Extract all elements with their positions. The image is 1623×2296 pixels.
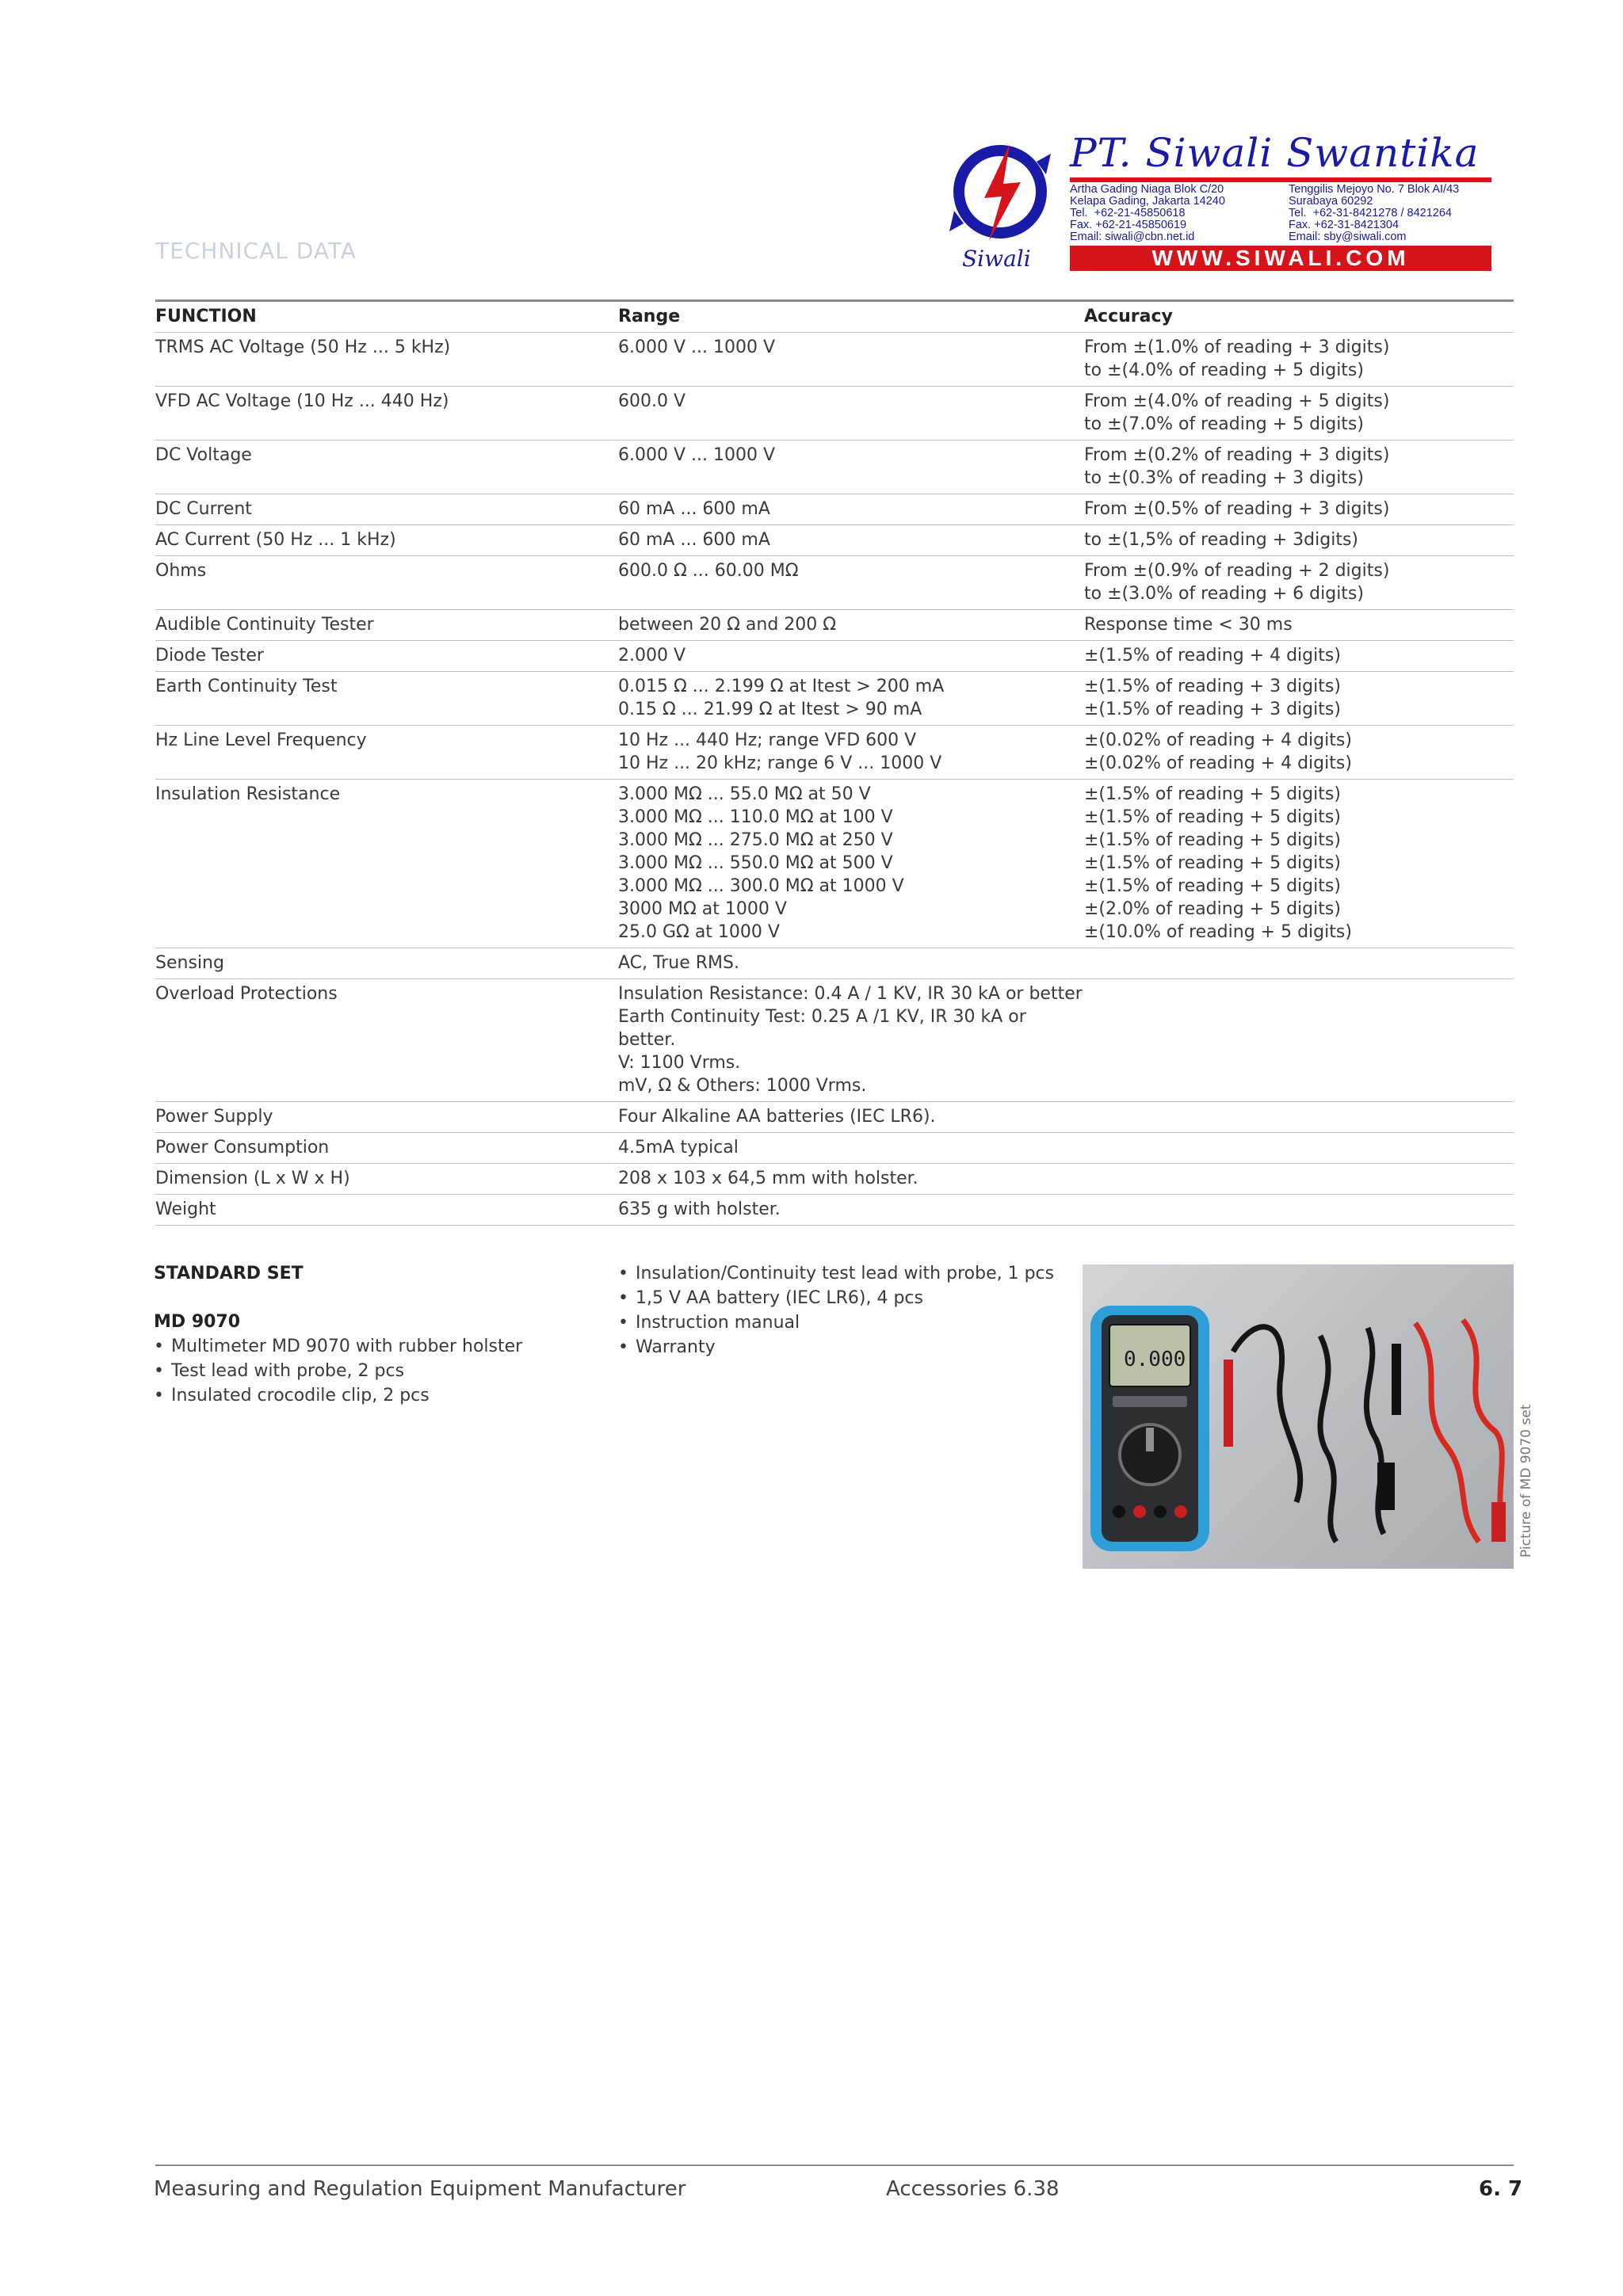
footer-tagline: Measuring and Regulation Equipment Manufacturer: [154, 2177, 686, 2201]
header-function: FUNCTION: [155, 307, 257, 326]
product-photo: [1083, 1264, 1514, 1569]
technical-data-table: [155, 299, 1514, 1226]
cell-range: 208 x 103 x 64,5 mm with holster.: [618, 1169, 918, 1188]
cell-range: Four Alkaline AA batteries (IEC LR6).: [618, 1107, 936, 1127]
section-title: TECHNICAL DATA: [155, 238, 357, 264]
table-row: [155, 948, 1514, 979]
cell-function: Power Consumption: [155, 1138, 330, 1158]
cell-accuracy: ±(1.5% of reading + 5 digits) ±(1.5% of reading + 5 digits) ±(1.5% of reading + 5 digits) ±(1.5% of reading + 5 digits) ±(1.5% of reading + 5 digits) ±(2.0% of reading + 5 digits) ±(10.0% of reading + 5 digits): [1084, 784, 1352, 942]
cell-range: 6.000 V ... 1000 V: [618, 338, 776, 357]
cell-accuracy: From ±(4.0% of reading + 5 digits) to ±(7.0% of reading + 5 digits): [1084, 391, 1390, 434]
table-header-row: [155, 302, 1514, 333]
header-range: Range: [618, 307, 681, 326]
list-item: • Insulated crocodile clip, 2 pcs: [154, 1383, 598, 1408]
display-reading: 0.000: [1124, 1348, 1186, 1371]
black-test-lead: [1233, 1327, 1300, 1502]
cell-range: 0.015 Ω ... 2.199 Ω at Itest > 200 mA 0.15 Ω ... 21.99 Ω at Itest > 90 mA: [618, 677, 945, 719]
table-row: [155, 494, 1514, 525]
footer-section-ref: Accessories 6.38: [886, 2177, 1060, 2201]
list-item: • Insulation/Continuity test lead with probe, 1 pcs: [618, 1261, 1062, 1286]
table-row: [155, 387, 1514, 441]
table-row: [155, 1102, 1514, 1133]
standard-set-left: [154, 1261, 598, 1408]
table-row: [155, 780, 1514, 948]
cell-function: Ohms: [155, 561, 207, 581]
table-row: [155, 610, 1514, 641]
lightning-emblem-icon: [943, 130, 1062, 274]
cell-function: Insulation Resistance: [155, 784, 341, 804]
cell-range: 60 mA ... 600 mA: [618, 499, 770, 519]
multimeter-set-illustration: [1083, 1264, 1514, 1569]
page-number: 6. 7: [1479, 2177, 1523, 2201]
cell-range: 4.5mA typical: [618, 1138, 739, 1158]
logo-emblem: [943, 130, 1062, 274]
cell-range: 2.000 V: [618, 646, 686, 666]
table-row: [155, 672, 1514, 726]
table-row: [155, 979, 1514, 1102]
company-logo: [943, 130, 1491, 274]
red-test-lead: [1415, 1323, 1479, 1542]
black-probe-icon: [1392, 1344, 1401, 1415]
cell-function: Dimension (L x W x H): [155, 1169, 350, 1188]
address-surabaya: Tenggilis Mejoyo No. 7 Blok AI/43 Surabaya 60292 Tel. +62-31-8421278 / 8421264 Fax. +62-31-8421304 Email: sby@siwali.com: [1289, 183, 1460, 243]
cell-function: Overload Protections: [155, 984, 338, 1004]
cell-range: 635 g with holster.: [618, 1199, 781, 1219]
red-probe-icon: [1224, 1360, 1233, 1447]
cell-range: 10 Hz ... 440 Hz; range VFD 600 V 10 Hz ... 20 kHz; range 6 V ... 1000 V: [618, 730, 942, 773]
table-row: [155, 1195, 1514, 1226]
cell-range: 600.0 V: [618, 391, 686, 411]
cell-function: Earth Continuity Test: [155, 677, 338, 696]
address-jakarta: Artha Gading Niaga Blok C/20 Kelapa Gading, Jakarta 14240 Tel. +62-21-45850618 Fax. +62-21-45850619 Email: siwali@cbn.net.id: [1070, 183, 1225, 243]
cell-accuracy: From ±(1.0% of reading + 3 digits) to ±(4.0% of reading + 5 digits): [1084, 338, 1390, 380]
photo-caption: Picture of MD 9070 set: [1518, 1404, 1534, 1558]
model-name: MD 9070: [154, 1312, 241, 1332]
list-item: • Instruction manual: [618, 1310, 1062, 1335]
cell-accuracy: ±(0.02% of reading + 4 digits) ±(0.02% of reading + 4 digits): [1084, 730, 1352, 773]
table-row: [155, 556, 1514, 610]
cell-range: 3.000 MΩ ... 55.0 MΩ at 50 V 3.000 MΩ ... 110.0 MΩ at 100 V 3.000 MΩ ... 275.0 MΩ at 250 V 3.000 MΩ ... 550.0 MΩ at 500 V 3.000 MΩ ... 300.0 MΩ at 1000 V 3000 MΩ at 1000 V 25.0 GΩ at 1000 V: [618, 784, 904, 942]
cell-function: DC Voltage: [155, 445, 252, 465]
table-body: [155, 333, 1514, 1226]
table-row: [155, 1133, 1514, 1164]
table-row: [155, 1164, 1514, 1195]
standard-set-list-right: [618, 1261, 1062, 1360]
cell-accuracy: From ±(0.9% of reading + 2 digits) to ±(3.0% of reading + 6 digits): [1084, 561, 1390, 604]
cell-function: Sensing: [155, 953, 224, 973]
cell-accuracy: to ±(1,5% of reading + 3digits): [1084, 530, 1358, 550]
emblem-label: Siwali: [962, 246, 1031, 272]
cell-accuracy: ±(1.5% of reading + 4 digits): [1084, 646, 1341, 666]
list-item: • Multimeter MD 9070 with rubber holster: [154, 1334, 598, 1359]
cell-range: AC, True RMS.: [618, 953, 739, 973]
cell-accuracy: From ±(0.5% of reading + 3 digits): [1084, 499, 1390, 519]
table-row: [155, 641, 1514, 672]
cell-function: DC Current: [155, 499, 252, 519]
cell-function: Hz Line Level Frequency: [155, 730, 367, 750]
logo-divider: [1070, 177, 1491, 182]
cell-accuracy: Response time < 30 ms: [1084, 615, 1293, 635]
company-name: PT. Siwali Swantika: [1070, 130, 1480, 176]
table-row: [155, 441, 1514, 494]
list-item: • Test lead with probe, 2 pcs: [154, 1359, 598, 1383]
footer-divider: [155, 2164, 1514, 2166]
website-banner[interactable]: WWW.SIWALI.COM: [1070, 246, 1491, 271]
table-row: [155, 525, 1514, 556]
cell-range: Insulation Resistance: 0.4 A / 1 KV, IR 30 kA or better Earth Continuity Test: 0.25 A /1 KV, IR 30 kA or better. V: 1100 Vrms. mV, Ω & Others: 1000 Vrms.: [618, 984, 1083, 1096]
cell-function: Power Supply: [155, 1107, 273, 1127]
cell-function: Weight: [155, 1199, 216, 1219]
cell-range: between 20 Ω and 200 Ω: [618, 615, 837, 635]
red-crocodile-clip-icon: [1491, 1502, 1506, 1542]
cell-function: Diode Tester: [155, 646, 264, 666]
cell-accuracy: ±(1.5% of reading + 3 digits) ±(1.5% of reading + 3 digits): [1084, 677, 1341, 719]
cell-range: 6.000 V ... 1000 V: [618, 445, 776, 465]
cell-function: VFD AC Voltage (10 Hz ... 440 Hz): [155, 391, 449, 411]
cell-accuracy: From ±(0.2% of reading + 3 digits) to ±(0.3% of reading + 3 digits): [1084, 445, 1390, 488]
cell-function: TRMS AC Voltage (50 Hz ... 5 kHz): [155, 338, 451, 357]
list-item: • 1,5 V AA battery (IEC LR6), 4 pcs: [618, 1286, 1062, 1310]
table-row: [155, 333, 1514, 387]
table-row: [155, 726, 1514, 780]
cell-range: 600.0 Ω ... 60.00 MΩ: [618, 561, 799, 581]
crocodile-clip-icon: [1377, 1463, 1395, 1510]
cell-range: 60 mA ... 600 mA: [618, 530, 770, 550]
cell-function: Audible Continuity Tester: [155, 615, 374, 635]
standard-set-list-left: [154, 1334, 598, 1408]
cell-function: AC Current (50 Hz ... 1 kHz): [155, 530, 396, 550]
list-item: • Warranty: [618, 1335, 1062, 1360]
header-accuracy: Accuracy: [1084, 307, 1173, 326]
standard-set-right: [618, 1261, 1062, 1360]
standard-set-title: STANDARD SET: [154, 1264, 304, 1283]
